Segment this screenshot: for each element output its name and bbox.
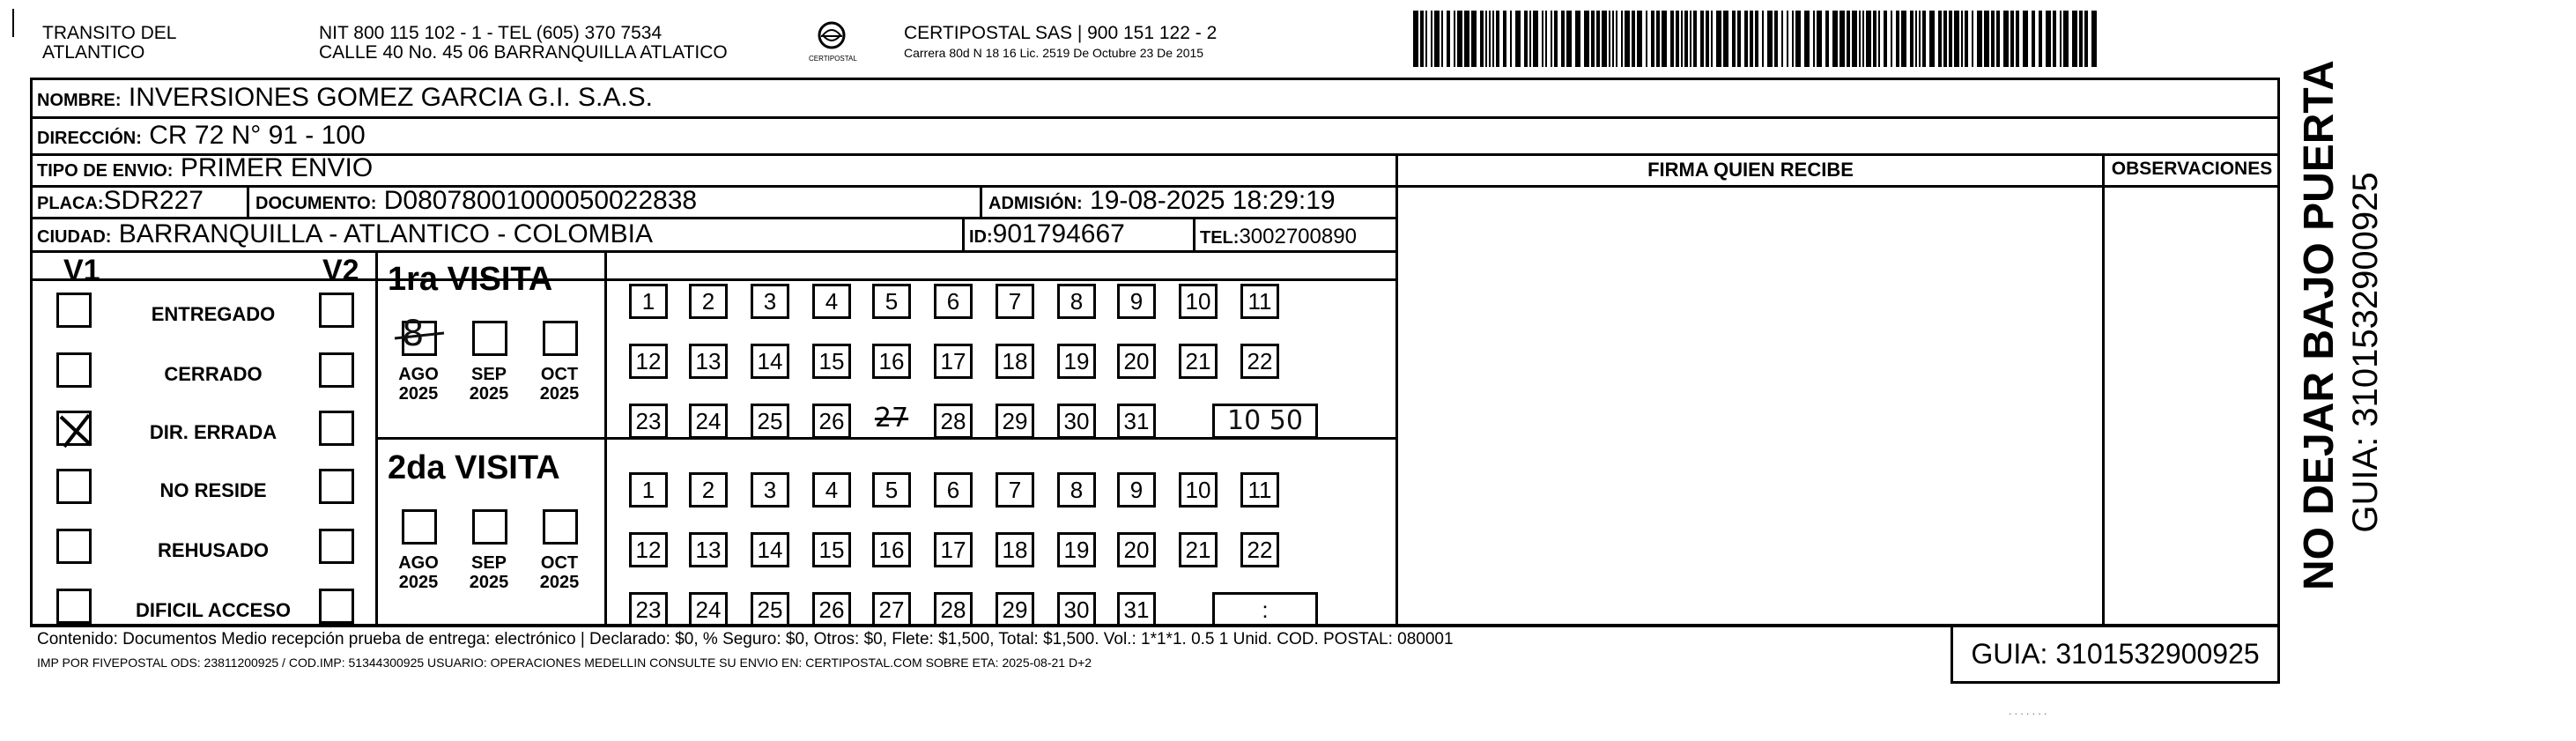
visit-title: 2da VISITA [388,449,560,486]
barcode-bar [1873,11,1876,67]
year-label: 2025 [469,573,509,592]
day-box[interactable]: 15 [812,532,851,567]
v1-checkbox[interactable] [56,352,92,388]
barcode-bar [1542,11,1543,67]
barcode-bar [2072,11,2077,67]
barcode-bar [1972,11,1973,67]
barcode-bar [1943,11,1947,67]
day-box[interactable]: 24 [689,404,728,439]
barcode-bar [1891,11,1892,67]
day-box[interactable]: 20 [1117,532,1156,567]
v2-checkbox[interactable] [319,352,354,388]
month-label: SEP [470,553,507,573]
barcode-bar [1961,11,1963,67]
day-box[interactable]: 18 [996,344,1034,379]
barcode-bar [1431,11,1432,67]
barcode-bar [2039,11,2042,67]
month-caption [388,365,449,404]
day-box[interactable]: 5 [872,284,911,319]
barcode-bar [1515,11,1521,67]
firma-label: FIRMA QUIEN RECIBE [1647,159,1854,181]
barcode-bar [1859,11,1861,67]
id-value: 901794667 [992,219,1125,248]
placa-value: SDR227 [103,186,204,215]
certipostal-logo [809,18,857,69]
tel-label: TEL: [1200,228,1240,248]
barcode-bar [1804,11,1810,67]
day-box[interactable]: 31 [1117,404,1156,439]
day-box[interactable]: 19 [1057,532,1096,567]
barcode-bar [1755,11,1758,67]
day-box[interactable]: 22 [1240,344,1279,379]
barcode-bar [1464,11,1469,67]
month-checkbox[interactable] [543,509,578,545]
day-box[interactable]: 23 [629,592,668,627]
barcode-bar [1609,11,1610,67]
month-caption [529,553,590,592]
barcode-bar [1496,11,1499,67]
barcode-bar [1787,11,1788,67]
day-box[interactable]: 9 [1117,284,1156,319]
direccion-label: DIRECCIÓN: [37,129,142,148]
barcode-bar [1896,11,1899,67]
barcode-bar [1690,11,1691,67]
barcode-bar [1485,11,1487,67]
documento-field [255,186,697,219]
barcode-bar [1929,11,1935,67]
barcode-bar [2003,11,2009,67]
barcode-bar [1744,11,1748,67]
admision-value: 19-08-2025 18:29:19 [1090,186,1336,215]
day-box[interactable]: 11 [1240,472,1279,508]
day-box[interactable]: 23 [629,404,668,439]
guia-box: GUIA: 3101532900925 [1951,624,2280,684]
barcode-bar [1575,11,1580,67]
rule [375,250,378,626]
barcode-bar [2063,11,2069,67]
day-box[interactable]: 30 [1057,404,1096,439]
barcode-bar [1774,11,1778,67]
day-box[interactable]: 31 [1117,592,1156,627]
barcode-bar [1723,11,1728,67]
barcode-bar [1832,11,1838,67]
barcode-bar [2060,11,2062,67]
barcode-bar [1471,11,1477,67]
month-checkbox[interactable] [402,509,437,545]
company-name-line1: TRANSITO DEL [42,23,177,43]
day-box[interactable]: 7 [996,284,1034,319]
barcode-bar [1551,11,1552,67]
barcode-bar [1700,11,1704,67]
month-caption [388,553,449,592]
tipo-envio-value: PRIMER ENVIO [180,153,374,182]
day-box[interactable]: 12 [629,532,668,567]
observaciones-label: OBSERVACIONES [2111,159,2273,179]
day-box[interactable]: 29 [996,404,1034,439]
barcode-bar [1616,11,1617,67]
documento-label: DOCUMENTO: [255,194,377,213]
barcode-bar [1566,11,1572,67]
barcode-bar [1919,11,1921,67]
day-box[interactable]: 24 [689,592,728,627]
barcode-bar [1413,11,1418,67]
barcode-bar [1792,11,1794,67]
v1-checkbox[interactable] [56,529,92,564]
barcode-bar [1602,11,1607,67]
barcode-bar [1813,11,1815,67]
barcode-bar [2079,11,2083,67]
barcode-bar [1965,11,1968,67]
barcode-bar [1910,11,1913,67]
tipo-envio-label: TIPO DE ENVIO: [37,161,174,181]
day-box[interactable]: 16 [872,532,911,567]
barcode-bar [1420,11,1424,67]
rule [1193,217,1195,252]
strike-mark-icon [393,326,446,352]
barcode-bar [1584,11,1589,67]
side-guia: GUIA: 3101532900925 [2346,172,2385,533]
nombre-label: NOMBRE: [37,91,122,110]
barcode-bar [1938,11,1942,67]
barcode-bar [2053,11,2056,67]
company-name-line2: ATLANTICO [42,42,145,63]
barcode-bar [1554,11,1558,67]
barcode-bar [1480,11,1484,67]
day-box[interactable]: 6 [934,284,973,319]
day-box[interactable]: 13 [689,532,728,567]
day-box[interactable]: 25 [751,404,789,439]
year-label: 2025 [398,384,439,404]
month-label: SEP [470,365,507,384]
edge-mark [12,9,14,37]
barcode-bar [2046,11,2051,67]
barcode-bar [1457,11,1462,67]
ciudad-field [37,219,653,252]
no-dejar-bajo-puerta: NO DEJAR BAJO PUERTA [2296,60,2343,590]
handwritten-time: 10 50 [1227,405,1303,436]
ciudad-label: CIUDAD: [37,227,112,247]
barcode-bar [2023,11,2028,67]
day-box[interactable]: 11 [1240,284,1279,319]
day-box[interactable]: 9 [1117,472,1156,508]
barcode-bar [1839,11,1845,67]
barcode [1413,11,2100,67]
rule [30,278,1397,281]
barcode-bar [1454,11,1455,67]
day-box[interactable]: 17 [934,344,973,379]
v2-checkbox[interactable] [319,589,354,624]
barcode-bar [1716,11,1721,67]
v1-checkbox[interactable] [56,589,92,624]
day-box[interactable]: 27 [872,592,911,627]
barcode-bar [1693,11,1697,67]
barcode-bar [1915,11,1917,67]
bottom-mark: . . . . . . . [2009,705,2047,717]
barcode-bar [1878,11,1880,67]
documento-value: D08078001000050022838 [383,186,698,215]
barcode-bar [1852,11,1857,67]
barcode-bar [1425,11,1427,67]
barcode-bar [1447,11,1450,67]
time-box[interactable]: : [1212,592,1318,627]
barcode-bar [1651,11,1654,67]
barcode-bar [1750,11,1753,67]
v2-checkbox[interactable] [319,293,354,328]
day-box[interactable]: 1 [629,472,668,508]
barcode-bar [1984,11,1989,67]
barcode-bar [1489,11,1491,67]
rule [604,250,607,626]
handwritten-month-mark: 8 [402,314,425,354]
barcode-bar [1767,11,1773,67]
rule [2102,153,2105,626]
day-box[interactable]: 6 [934,472,973,508]
day-box[interactable]: 22 [1240,532,1279,567]
barcode-bar [1510,11,1512,67]
barcode-bar [1681,11,1683,67]
barcode-bar [1954,11,1959,67]
v2-checkbox[interactable] [319,411,354,446]
barcode-bar [1996,11,2000,67]
day-box[interactable]: 20 [1117,344,1156,379]
direccion-value: CR 72 N° 91 - 100 [149,121,366,150]
day-box[interactable]: 28 [934,592,973,627]
barcode-bar [1711,11,1713,67]
barcode-bar [2016,11,2019,67]
day-box[interactable]: 13 [689,344,728,379]
barcode-bar [1596,11,1600,67]
month-label: OCT [540,365,579,384]
barcode-bar [1591,11,1595,67]
barcode-bar [1817,11,1822,67]
day-box[interactable]: 4 [812,472,851,508]
barcode-bar [1492,11,1494,67]
status-option-label: ENTREGADO [151,303,276,325]
barcode-bar [1625,11,1630,67]
barcode-bar [2091,11,2097,67]
placa-label: PLACA: [37,194,104,213]
barcode-bar [1901,11,1906,67]
day-box[interactable]: 14 [751,344,789,379]
day-box[interactable]: 7 [996,472,1034,508]
logo-text: CERTIPOSTAL [809,55,857,63]
barcode-bar [1762,11,1764,67]
rule [962,217,965,252]
barcode-bar [1612,11,1614,67]
day-box[interactable]: 19 [1057,344,1096,379]
tel-field [1200,222,1357,253]
status-option-label: CERRADO [164,363,263,385]
barcode-bar [1434,11,1440,67]
day-box[interactable]: 26 [812,404,851,439]
barcode-bar [2032,11,2035,67]
barcode-bar [1637,11,1642,67]
v2-label: V2 [322,254,359,287]
barcode-bar [1656,11,1660,67]
barcode-bar [1922,11,1926,67]
certipostal-address: Carrera 80d N 18 16 Lic. 2519 De Octubre 23 De 2015 [904,46,1204,60]
barcode-bar [1706,11,1709,67]
barcode-bar [1529,11,1531,67]
v1-checkbox[interactable] [56,411,92,446]
placa-field [37,186,204,219]
id-field [969,219,1125,252]
barcode-bar [1441,11,1443,67]
day-box[interactable]: 14 [751,532,789,567]
barcode-bar [1533,11,1538,67]
certipostal-id: CERTIPOSTAL SAS | 900 151 122 - 2 [904,23,1218,43]
status-option-label: NO RESIDE [159,479,267,501]
day-box[interactable]: 30 [1057,592,1096,627]
day-box[interactable]: 16 [872,344,911,379]
day-box[interactable]: 1 [629,284,668,319]
visit-title: 1ra VISITA [388,261,553,298]
day-box[interactable]: 3 [751,284,789,319]
barcode-bar [1684,11,1688,67]
day-box[interactable]: 18 [996,532,1034,567]
rule [30,116,2280,119]
day-box[interactable]: 10 [1179,284,1218,319]
tipo-envio-field [37,153,373,186]
v2-checkbox[interactable] [319,529,354,564]
day-box[interactable]: 21 [1179,344,1218,379]
company-nit: NIT 800 115 102 - 1 - TEL (605) 370 7534 [319,23,663,43]
month-caption [458,365,520,404]
barcode-bar [1737,11,1741,67]
barcode-bar [1545,11,1547,67]
month-label: OCT [540,553,579,573]
day-box[interactable]: 29 [996,592,1034,627]
day-box[interactable]: 8 [1057,472,1096,508]
admision-label: ADMISIÓN: [988,194,1083,213]
nombre-value: INVERSIONES GOMEZ GARCIA G.I. S.A.S. [128,83,654,112]
direccion-field [37,121,366,153]
barcode-bar [1503,11,1506,67]
status-option-label: DIFICIL ACCESO [135,599,291,621]
barcode-bar [2010,11,2014,67]
barcode-bar [1847,11,1850,67]
day-box[interactable]: 4 [812,284,851,319]
barcode-bar [1949,11,1952,67]
time-box[interactable] [1212,404,1318,439]
barcode-bar [1561,11,1565,67]
day-box[interactable]: 2 [689,472,728,508]
tel-value: 3002700890 [1239,225,1357,248]
day-box[interactable]: 27 [874,403,909,433]
day-box[interactable]: 12 [629,344,668,379]
status-option-label: DIR. ERRADA [149,421,278,443]
footer-contents: Contenido: Documentos Medio recepción prueba de entrega: electrónico | Declarado: $0, % Seguro: $0, Otros: $0, Flete: $1,500, Total: $1,500. Vol.: 1*1*1. 0.5 1 Unid. COD. POSTAL: 080001 [37,630,1454,648]
year-label: 2025 [469,384,509,404]
id-label: ID: [969,227,993,247]
barcode-bar [1676,11,1679,67]
year-label: 2025 [539,384,580,404]
day-box[interactable]: 10 [1179,472,1218,508]
v1-label: V1 [63,254,100,287]
barcode-bar [1991,11,1995,67]
barcode-bar [1670,11,1674,67]
barcode-bar [1884,11,1887,67]
ciudad-value: BARRANQUILLA - ATLANTICO - COLOMBIA [118,219,654,248]
barcode-bar [1781,11,1783,67]
year-label: 2025 [539,573,580,592]
month-checkbox[interactable] [472,509,507,545]
v2-checkbox[interactable] [319,469,354,504]
barcode-bar [1862,11,1864,67]
rule [247,185,249,219]
barcode-bar [1732,11,1736,67]
day-box[interactable]: 17 [934,532,973,567]
year-label: 2025 [398,573,439,592]
status-option-label: REHUSADO [158,539,269,561]
day-box[interactable]: 21 [1179,532,1218,567]
month-checkbox[interactable] [543,321,578,356]
day-box[interactable]: 2 [689,284,728,319]
month-caption [529,365,590,404]
month-label: AGO [398,365,439,384]
v1-checkbox[interactable] [56,293,92,328]
barcode-bar [1646,11,1647,67]
rule [980,185,982,219]
admision-field [988,186,1336,219]
day-box[interactable]: 5 [872,472,911,508]
barcode-bar [1866,11,1871,67]
month-checkbox[interactable] [472,321,507,356]
footer-print-info: IMP POR FIVEPOSTAL ODS: 23811200925 / COD.IMP: 51344300925 USUARIO: OPERACIONES MEDELLIN CONSULTE SU ENVIO EN: CERTIPOSTAL.COM SOBRE ETA: 2025-08-21 D+2 [37,656,1092,670]
day-box[interactable]: 8 [1057,284,1096,319]
barcode-bar [1977,11,1982,67]
barcode-bar [1662,11,1667,67]
barcode-bar [1524,11,1528,67]
day-box[interactable]: 26 [812,592,851,627]
barcode-bar [1795,11,1801,67]
barcode-bar [1632,11,1635,67]
month-label: AGO [398,553,439,573]
day-box[interactable]: 28 [934,404,973,439]
barcode-bar [1621,11,1623,67]
day-box[interactable]: 3 [751,472,789,508]
day-box[interactable]: 25 [751,592,789,627]
nombre-field [37,83,653,115]
month-caption [458,553,520,592]
barcode-bar [2084,11,2088,67]
rule [1395,153,1398,626]
company-address: CALLE 40 No. 45 06 BARRANQUILLA ATLATICO [319,42,728,63]
v1-checkbox[interactable] [56,469,92,504]
barcode-bar [1825,11,1829,67]
day-box[interactable]: 15 [812,344,851,379]
x-mark-icon [59,413,94,448]
